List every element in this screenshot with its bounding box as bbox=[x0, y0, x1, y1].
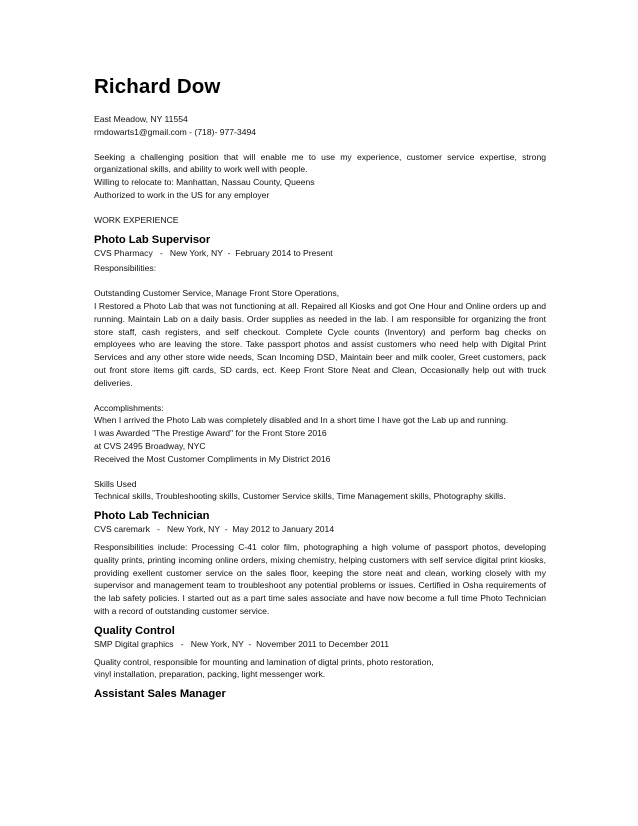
job-entry bbox=[94, 624, 546, 681]
responsibilities-detail: I Restored a Photo Lab that was not functioning at all. Repaired all Kiosks and got One Hour and Online orders up and running. Maintain Lab on a daily basis. Order supplies as needed in the lab. I am responsible for organizing the front store staff, cash registers, and self checkout. Complete Cycle counts (Inventory) and perform bag checks on employees who are leaving the store. Take passport photos and assist customers who need help with Digital Print Services and any other store wide needs, Scan Incoming DSD, Maintain beer and milk cooler, Greet customers, pack out front store items gift cards, SD cards, ect. Keep Front Store Neat and Clean, Occasionally help out with truck deliveries. bbox=[94, 300, 546, 388]
resume-page bbox=[94, 74, 546, 701]
summary-relocate: Willing to relocate to: Manhattan, Nassau County, Queens bbox=[94, 177, 315, 188]
accomplishments-label: Accomplishments: bbox=[94, 402, 164, 413]
summary-objective: Seeking a challenging position that will enable me to use my experience, customer service expertise, strong organizational skills, and ability to work well with people. bbox=[94, 151, 546, 175]
accomplishment-item: at CVS 2495 Broadway, NYC bbox=[94, 440, 206, 451]
skills-text: Technical skills, Troubleshooting skills, Customer Service skills, Time Management skills, Photography skills. bbox=[94, 491, 506, 502]
contact-email-phone: rmdowarts1@gmail.com - (718)- 977-3494 bbox=[94, 126, 257, 137]
job-company-line: CVS Pharmacy - New York, NY - February 2014 to Present bbox=[94, 247, 333, 258]
job-company-line: SMP Digital graphics - New York, NY - November 2011 to December 2011 bbox=[94, 638, 390, 649]
candidate-name: Richard Dow bbox=[94, 75, 221, 98]
contact-location: East Meadow, NY 11554 bbox=[94, 114, 188, 124]
responsibilities-line: Quality control, responsible for mounting and lamination of digtal prints, photo restoration, bbox=[94, 656, 434, 667]
job-entry bbox=[94, 509, 546, 618]
job-entry bbox=[94, 687, 546, 701]
job-title: Photo Lab Supervisor bbox=[94, 233, 211, 246]
job-title: Assistant Sales Manager bbox=[94, 688, 226, 701]
summary-authorization: Authorized to work in the US for any employer bbox=[94, 189, 270, 200]
responsibilities-summary: Outstanding Customer Service, Manage Front Store Operations, bbox=[94, 288, 340, 299]
job-company-line: CVS caremark - New York, NY - May 2012 to January 2014 bbox=[94, 524, 335, 535]
skills-label: Skills Used bbox=[94, 478, 137, 489]
section-heading-work-experience: WORK EXPERIENCE bbox=[94, 214, 179, 225]
accomplishment-item: Received the Most Customer Compliments in My District 2016 bbox=[94, 453, 331, 464]
accomplishment-item: I was Awarded "The Prestige Award" for the Front Store 2016 bbox=[94, 428, 327, 439]
responsibilities-label: Responsibilities: bbox=[94, 263, 157, 274]
accomplishment-item: When I arrived the Photo Lab was completely disabled and In a short time I have got the Lab up and running. bbox=[94, 415, 509, 426]
responsibilities-line: vinyl installation, preparation, packing, light messenger work. bbox=[94, 669, 326, 680]
job-entry bbox=[94, 233, 546, 504]
job-title: Photo Lab Technician bbox=[94, 510, 210, 523]
job-title: Quality Control bbox=[94, 624, 175, 637]
responsibilities-detail: Responsibilities include: Processing C-41 color film, photographing a high volume of passport photos, developing quality prints, printing incoming online orders, mixing chemistry, helping customers with self service digital print kiosks, providing exellent customer service on the sales floor, keeping the store neat and clean, working closely with my supervisor and management team to troubleshoot any potential problems or issues. Certified in Osha requirements of the lab safety policies. I started out as a part time sales associate and have now become a full time Photo Technician with a record of outstanding customer service. bbox=[94, 541, 546, 616]
